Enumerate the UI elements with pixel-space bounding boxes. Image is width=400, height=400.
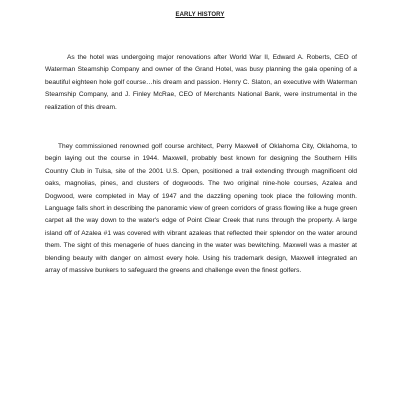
paragraph-1: As the hotel was undergoing major renovations after World War II, Edward A. Roberts, CEO of Waterman Steamship Company and owner of the Grand Hotel, was busy planning the gala opening of a beautiful eighteen hole golf course…his dream and passion. Henry C. Slaton, an executive with Waterman Steamship Company, and J. Finley McRae, CEO of Merchants National Bank, were instrumental in the realization of this dream. xyxy=(45,54,357,111)
page-title: EARLY HISTORY xyxy=(175,12,225,18)
paragraph-2: They commissioned renowned golf course architect, Perry Maxwell of Oklahoma City, Oklahoma, to begin laying out the course in 1944. Maxwell, probably best known for designing the Southern Hills Country Club in Tulsa, site of the 2001 U.S. Open, positioned a trail extending through magnificent old oaks, magnolias, pines, and clusters of dogwoods. The two original nine-hole courses, Azalea and Dogwood, were completed in May of 1947 and the dazzling opening took place the following month. Language falls short in describing the panoramic view of green corridors of grass flowing like a huge green carpet all the way down to the water's edge of Point Clear Creek that runs through the property. A large island off of Azalea #1 was covered with vibrant azaleas that reflected their splendor on the water around them. The sight of this menagerie of hues dancing in the water was bewitching. Maxwell was a master at blending beauty with danger on almost every hole. Using his trademark design, Maxwell integrated an array of massive bunkers to safeguard the greens and challenge even the finest golfers. xyxy=(45,143,357,275)
